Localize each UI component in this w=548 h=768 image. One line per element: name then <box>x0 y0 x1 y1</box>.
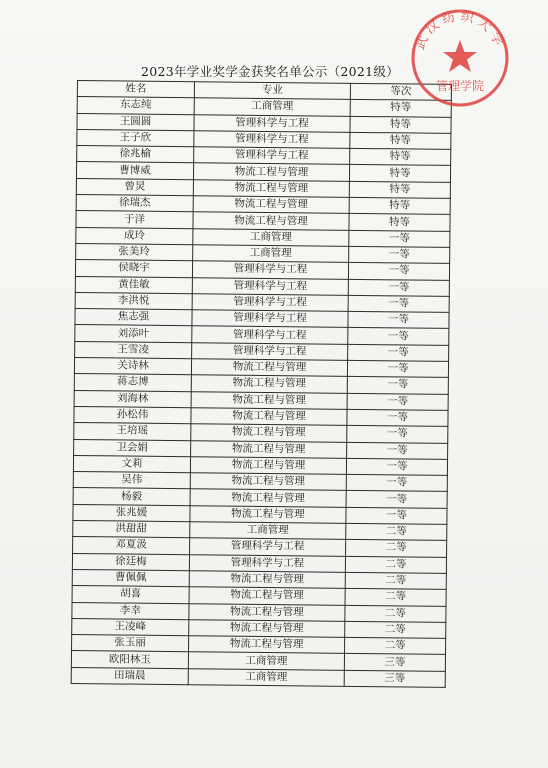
cell-name: 成玲 <box>76 227 193 245</box>
cell-grade: 一等 <box>347 377 448 394</box>
cell-name: 于洋 <box>76 211 193 229</box>
cell-grade: 一等 <box>348 312 449 329</box>
cell-major: 物流工程与管理 <box>190 489 346 507</box>
svg-text:武汉纺织大学 <box>412 9 508 52</box>
cell-name: 胡喜 <box>72 586 189 604</box>
award-table <box>71 80 452 688</box>
cell-major: 物流工程与管理 <box>190 473 346 491</box>
cell-grade: 二等 <box>345 621 446 638</box>
cell-major: 物流工程与管理 <box>193 163 349 181</box>
cell-name: 田瑞晨 <box>71 667 188 685</box>
cell-major: 工商管理 <box>190 522 346 540</box>
cell-grade: 一等 <box>347 442 448 459</box>
cell-major: 物流工程与管理 <box>189 603 345 621</box>
cell-name: 李幸 <box>72 602 189 620</box>
cell-major: 管理科学与工程 <box>192 342 348 360</box>
cell-major: 物流工程与管理 <box>193 212 349 230</box>
cell-name: 黄佳敏 <box>75 276 192 294</box>
cell-grade: 一等 <box>348 279 449 296</box>
table-row <box>71 667 445 687</box>
cell-name: 王培瑶 <box>74 423 191 441</box>
cell-grade: 一等 <box>348 263 449 280</box>
cell-name: 孙松伟 <box>74 406 191 424</box>
cell-grade: 一等 <box>347 426 448 443</box>
cell-name: 王雪凌 <box>75 341 192 359</box>
cell-major: 物流工程与管理 <box>193 180 349 198</box>
cell-major: 管理科学与工程 <box>192 277 348 295</box>
cell-major: 工商管理 <box>193 245 349 263</box>
cell-name: 曾炅 <box>76 178 193 196</box>
cell-name: 刘海林 <box>74 390 191 408</box>
cell-major: 物流工程与管理 <box>191 359 347 377</box>
cell-name: 徐瑞杰 <box>76 195 193 213</box>
cell-major: 管理科学与工程 <box>194 147 350 165</box>
cell-major: 工商管理 <box>193 228 349 246</box>
cell-grade: 特等 <box>350 116 451 133</box>
cell-name: 焦志强 <box>75 309 192 327</box>
cell-grade: 特等 <box>349 181 450 198</box>
cell-grade: 一等 <box>347 393 448 410</box>
cell-grade: 一等 <box>348 328 449 345</box>
cell-grade: 特等 <box>350 132 451 149</box>
cell-name: 东志纯 <box>77 97 194 115</box>
cell-major: 工商管理 <box>188 652 344 670</box>
cell-major: 管理科学与工程 <box>190 538 346 556</box>
cell-name: 徐兆榆 <box>77 146 194 164</box>
cell-major: 管理科学与工程 <box>194 131 350 149</box>
cell-major: 物流工程与管理 <box>191 408 347 426</box>
cell-major: 工商管理 <box>188 668 344 686</box>
header-name: 姓名 <box>77 81 194 99</box>
cell-major: 管理科学与工程 <box>194 114 350 132</box>
cell-name: 张玉丽 <box>72 635 189 653</box>
cell-grade: 特等 <box>349 214 450 231</box>
cell-grade: 一等 <box>346 474 447 491</box>
cell-major: 物流工程与管理 <box>190 505 346 523</box>
cell-name: 张兆媛 <box>73 504 190 522</box>
cell-grade: 三等 <box>344 654 445 671</box>
cell-major: 物流工程与管理 <box>193 196 349 214</box>
cell-grade: 一等 <box>348 295 449 312</box>
cell-grade: 一等 <box>347 360 448 377</box>
cell-name: 刘添叶 <box>75 325 192 343</box>
cell-name: 蒋志博 <box>74 374 191 392</box>
cell-major: 物流工程与管理 <box>189 619 345 637</box>
document-title: 2023年学业奖学金获奖名单公示（2021级） <box>140 64 400 79</box>
cell-name: 曹佩佩 <box>72 569 189 587</box>
cell-name: 王凌峰 <box>72 618 189 636</box>
cell-grade: 一等 <box>346 491 447 508</box>
cell-name: 卫会娟 <box>74 439 191 457</box>
cell-grade: 二等 <box>345 637 446 654</box>
cell-grade: 特等 <box>350 149 451 166</box>
cell-major: 物流工程与管理 <box>191 440 347 458</box>
cell-grade: 二等 <box>345 589 446 606</box>
cell-grade: 三等 <box>344 670 445 687</box>
header-major: 专业 <box>194 82 350 100</box>
cell-name: 徐廷梅 <box>72 553 189 571</box>
cell-grade: 一等 <box>349 230 450 247</box>
cell-name: 曹博威 <box>76 162 193 180</box>
cell-name: 侯晓宇 <box>75 260 192 278</box>
cell-major: 物流工程与管理 <box>191 391 347 409</box>
cell-name: 文莉 <box>73 455 190 473</box>
cell-grade: 二等 <box>346 523 447 540</box>
cell-grade: 二等 <box>345 556 446 573</box>
cell-name: 王圆圆 <box>77 113 194 131</box>
cell-grade: 二等 <box>346 540 447 557</box>
cell-grade: 一等 <box>347 409 448 426</box>
cell-major: 物流工程与管理 <box>189 636 345 654</box>
cell-name: 邓夏汲 <box>73 537 190 555</box>
cell-major: 管理科学与工程 <box>192 310 348 328</box>
cell-major: 管理科学与工程 <box>189 554 345 572</box>
cell-name: 洪甜甜 <box>73 520 190 538</box>
cell-major: 物流工程与管理 <box>189 587 345 605</box>
cell-name: 关诗林 <box>74 358 191 376</box>
cell-name: 王子欣 <box>77 129 194 147</box>
cell-grade: 二等 <box>345 572 446 589</box>
cell-name: 张美玲 <box>76 243 193 261</box>
cell-grade: 特等 <box>349 165 450 182</box>
cell-name: 杨毅 <box>73 488 190 506</box>
cell-name: 欧阳林玉 <box>71 651 188 669</box>
cell-grade: 一等 <box>346 507 447 524</box>
cell-major: 物流工程与管理 <box>190 457 346 475</box>
cell-name: 吴伟 <box>73 472 190 490</box>
cell-major: 物流工程与管理 <box>189 571 345 589</box>
cell-name: 李洪悦 <box>75 292 192 310</box>
seal-inner-text: 管理学院 <box>435 79 485 93</box>
cell-grade: 二等 <box>345 605 446 622</box>
seal-outer-text: 武汉纺织大学 <box>412 8 508 52</box>
cell-grade: 特等 <box>349 197 450 214</box>
cell-grade: 特等 <box>350 100 451 117</box>
table-body <box>71 97 451 688</box>
cell-grade: 一等 <box>349 246 450 263</box>
cell-major: 物流工程与管理 <box>191 375 347 393</box>
cell-major: 物流工程与管理 <box>191 424 347 442</box>
cell-grade: 一等 <box>348 344 449 361</box>
cell-major: 管理科学与工程 <box>192 294 348 312</box>
cell-major: 管理科学与工程 <box>192 261 348 279</box>
cell-major: 管理科学与工程 <box>192 326 348 344</box>
cell-grade: 一等 <box>346 458 447 475</box>
header-grade: 等次 <box>350 83 451 100</box>
cell-major: 工商管理 <box>194 98 350 116</box>
